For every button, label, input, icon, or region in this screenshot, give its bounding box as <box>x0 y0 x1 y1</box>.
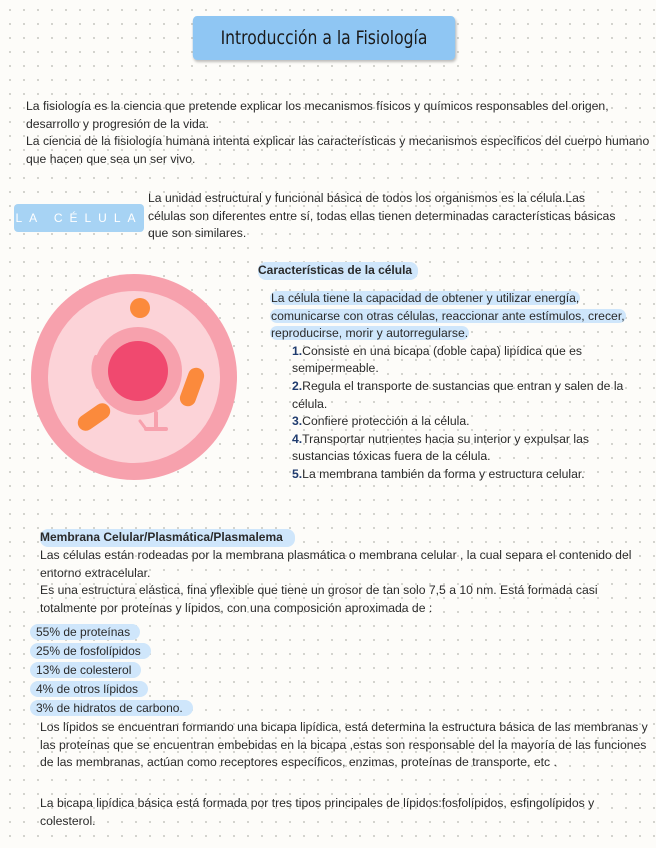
caracteristicas-heading: Características de la célula <box>258 262 418 280</box>
intro-paragraph-1: La fisiología es la ciencia que pretende explicar los mecanismos físicos y químicos responsables del origen, desarrollo y progresión de la vida. <box>26 99 609 131</box>
intro-section <box>26 98 656 168</box>
celula-section-label: LA CÉLULA <box>14 204 144 232</box>
composition-item: 4% de otros lípidos <box>30 681 148 697</box>
page-title: Introducción a la Fisiología <box>193 16 455 60</box>
list-item: 3.Confiere protección a la célula. <box>292 414 470 429</box>
membrana-paragraph-3: Los lípidos se encuentran formando una bicapa lipídica, está determina la estructura básica de las membranas y las proteínas que se encuentran embebidas en la bicapa ,estas son responsable del la mayoría de las funciones de las membranas, actúan como receptores específicos, enzimas, proteínas de transporte, etc . <box>40 720 648 770</box>
cell-icon <box>28 271 240 483</box>
membrana-heading: Membrana Celular/Plasmática/Plasmalema <box>40 529 295 547</box>
caracteristicas-body <box>270 290 645 484</box>
membrana-paragraph-4: La bicapa lipídica básica está formada por tres tipos principales de lípidos:fosfolípidos, esfingolípidos y colesterol. <box>40 796 595 828</box>
composition-item: 3% de hidratos de carbono. <box>30 700 193 716</box>
intro-paragraph-2: La ciencia de la fisiología humana intenta explicar las características y mecanismos específicos del cuerpo humano que hacen que sea un ser vivo. <box>26 134 650 166</box>
list-item: 4.Transportar nutrientes hacia su interior y expulsar las sustancias tóxicas fuera de la célula. <box>292 431 589 464</box>
list-item: 5.La membrana también da forma y estructura celular. <box>292 466 585 481</box>
membrana-paragraph-1: Las células están rodeadas por la membrana plasmática o membrana celular , la cual separa el contenido del entorno extracelular. <box>40 548 632 580</box>
composition-item: 55% de proteínas <box>30 624 140 640</box>
membrana-body <box>40 547 656 617</box>
list-item: 2.Regula el transporte de sustancias que entran y salen de la célula. <box>292 378 624 411</box>
membrana-paragraph-2: Es una estructura elástica, fina yflexible que tiene un grosor de tan solo 7,5 a 10 nm. Está formada casi totalmente por proteínas y lípidos, con una composición aproximada de : <box>40 583 598 615</box>
composition-item: 13% de colesterol <box>30 662 141 678</box>
composition-item: 25% de fosfolípidos <box>30 643 151 659</box>
celula-description: La unidad estructural y funcional básica de todos los organismos es la célula.Las células son diferentes entre sí, todas ellas tienen determinadas características básicas que son similares. <box>148 191 616 241</box>
caracteristicas-intro: La célula tiene la capacidad de obtener y utilizar energía, comunicarse con otras células, reaccionar ante estímulos, crecer, reproducirse, morir y autorregularse. <box>271 291 625 341</box>
list-item: 1.Consiste en una bicapa (doble capa) lipídica que es semipermeable. <box>292 343 582 376</box>
